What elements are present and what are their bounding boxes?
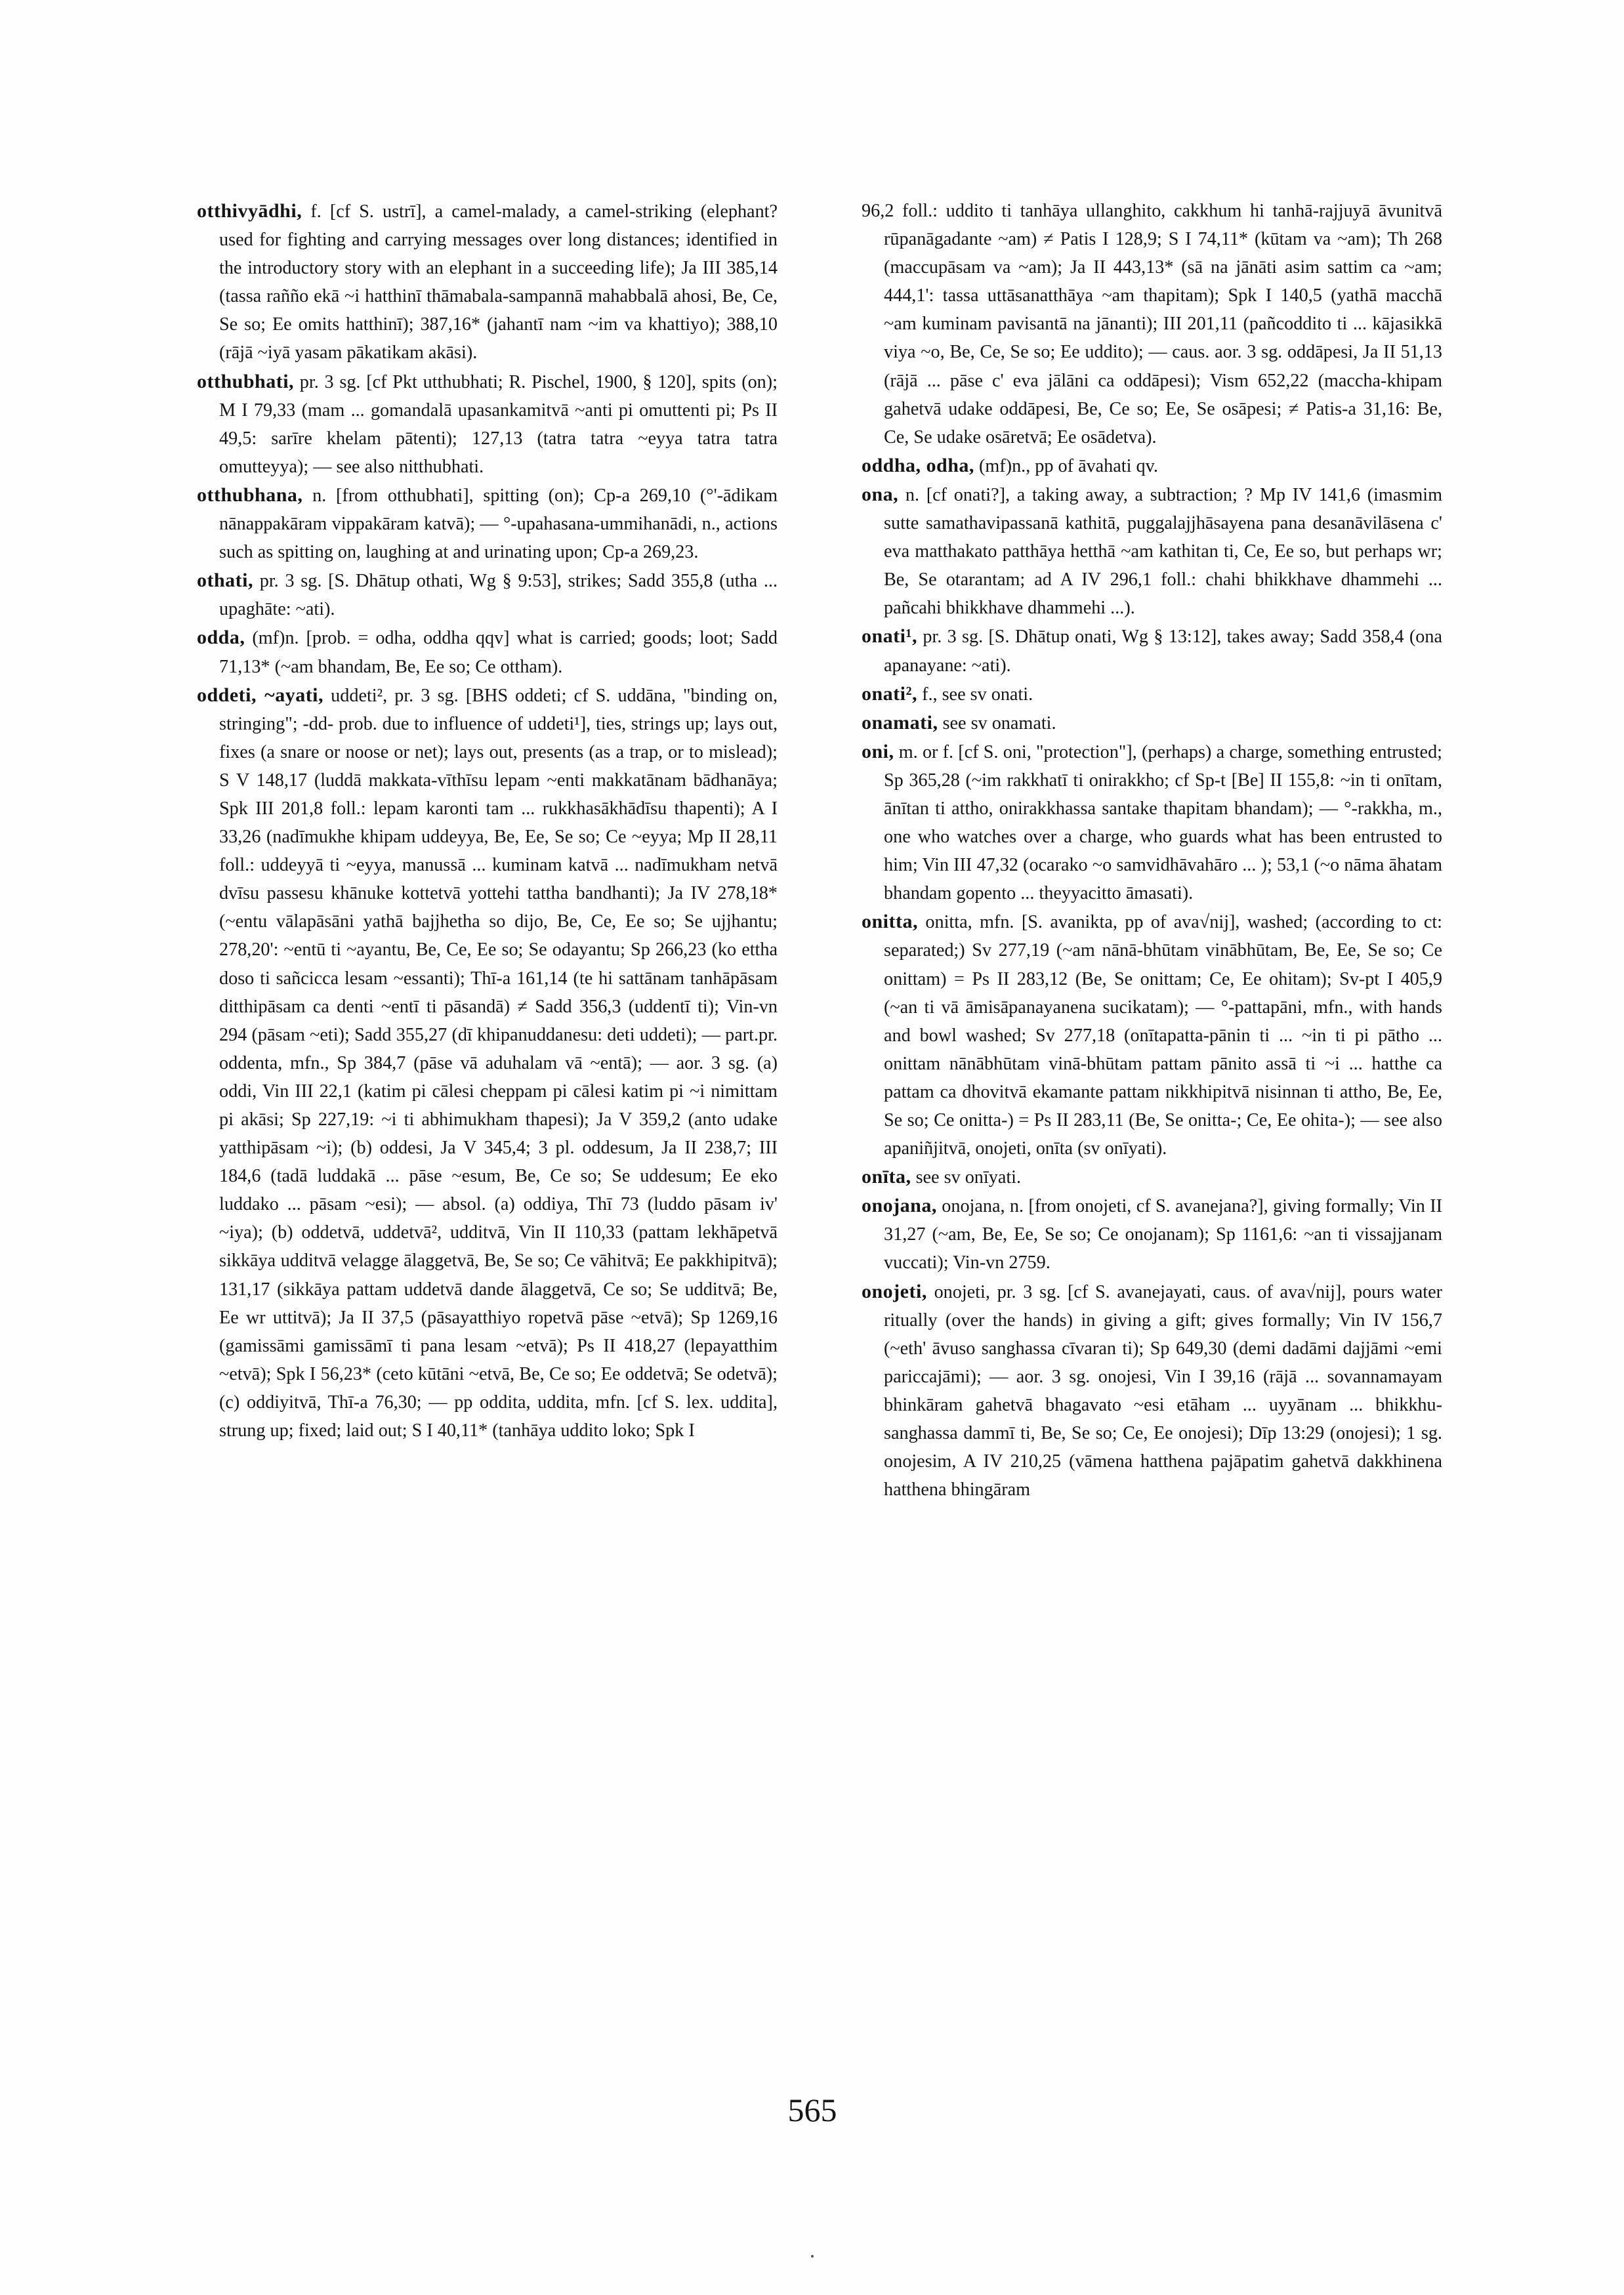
entry-headword: onati¹, xyxy=(862,625,918,648)
entry-headword: oddha, odha, xyxy=(862,454,974,476)
entry-body: f. [cf S. ustrī], a camel-malady, a camel-striking (elephant? used for fighting and carrying messages over long distances; identified in the introductory story with an elephant in a succeeding life); Ja III 385,14 (tassa rañño ekā ~i hatthinī thāmabala-sampannā mahabbalā ahosi, Be, Ce, Se so; Ee omits hatthinī); 387,16* (jahantī nam ~im va khattiyo); 388,10 (rājā ~iyā yasam pākatikam akāsi). xyxy=(219,201,778,363)
dictionary-entry xyxy=(197,566,778,623)
right-column xyxy=(862,197,1442,1504)
entry-body: uddeti², pr. 3 sg. [BHS oddeti; cf S. uddāna, "binding on, stringing"; -dd- prob. due to influence of uddeti¹], ties, strings up; lays out, fixes (a snare or noose or net); lays out, presents (as a trap, or to mislead); S V 148,17 (luddā makkata-vīthīsu lepam ~enti makkatānam bādhanāya; Spk III 201,8 foll.: lepam karonti tam ... rukkhasākhādīsu thapenti); A I 33,26 (nadīmukhe khipam uddeyya, Be, Ee, Se so; Ce ~eyya; Mp II 28,11 foll.: uddeyyā ti ~eyya, manussā ... kuminam katvā ... nadīmukham netvā dvīsu passesu khānuke kottetvā yottehi tattha bandhanti); Ja IV 278,18* (~entu vālapāsāni yathā bajjhetha so dijo, Be, Ce, Ee so; Se ujjhantu; 278,20': ~entū ti ~ayantu, Be, Ce, Ee so; Se odayantu; Sp 266,23 (ko ettha doso ti sañcicca lesam ~essanti); Thī-a 161,14 (te hi sattānam tanhāpāsam ditthipāsam ca denti ~entī ti pāsandā) ≠ Sadd 356,3 (uddentī ti); Vin-vn 294 (pāsam ~eti); Sadd 355,27 (dī khipanuddanesu: deti uddeti); — part.pr. oddenta, mfn., Sp 384,7 (pāse vā aduhalam vā ~entā); — aor. 3 sg. (a) oddi, Vin III 22,1 (katim pi cālesi cheppam pi cālesi katim pi ~i nimittam pi akāsi; Sp 227,19: ~i ti abhimukham thapesi); Ja V 359,2 (anto udake yatthipāsam ~i); (b) oddesi, Ja V 345,4; 3 pl. oddesum, Ja II 238,7; III 184,6 (tadā luddakā ... pāse ~esum, Be, Ce so; Se uddesum; Ee eko luddako ... pāsam ~esi); — absol. (a) oddiya, Thī 73 (luddo pāsam iv' ~iya); (b) oddetvā, uddetvā², udditvā, Vin II 110,33 (pattam lekhāpetvā sikkāya udditvā velagge ālaggetvā, Be, Se so; Ce vāhitvā; Ee pakkhipitvā); 131,17 (sikkāya pattam uddetvā dande ālaggetvā, Ce so; Se udditvā; Be, Ee wr uttitvā); Ja II 37,5 (pāsayatthiyo ropetvā pāse ~etvā); Sp 1269,16 (gamissāmi gamissāmī ti pana lesam ~etvā); Ps II 418,27 (lepayatthim ~etvā); Spk I 56,23* (ceto kūtāni ~etvā, Be, Ce so; Ee oddetvā; Se odetvā); (c) oddiyitvā, Thī-a 76,30; — pp oddita, uddita, mfn. [cf S. lex. uddita], strung up; fixed; laid out; S I 40,11* (tanhāya uddito loko; Spk I xyxy=(219,685,778,1441)
entry-headword: oni, xyxy=(862,740,894,762)
entry-body: pr. 3 sg. [cf Pkt utthubhati; R. Pischel, 1900, § 120], spits (on); M I 79,33 (mam ... gomandalā upasankamitvā ~anti pi omuttenti pi; Ps II 49,5: sarīre khelam pātenti); 127,13 (tatra tatra ~eyya tatra tatra omutteyya); — see also nitthubhati. xyxy=(219,371,778,477)
entry-body: pr. 3 sg. [S. Dhātup othati, Wg § 9:53], strikes; Sadd 355,8 (utha ... upaghāte: ~ati). xyxy=(219,571,778,620)
entry-headword: otthivyādhi, xyxy=(197,200,302,222)
print-speck xyxy=(811,2255,814,2258)
entry-body: onojana, n. [from onojeti, cf S. avanejana?], giving formally; Vin II 31,27 (~am, Be, Ee, Se so; Ce onojanam); Sp 1161,6: ~an ti vissajjanam vuccati); Vin-vn 2759. xyxy=(884,1196,1442,1273)
entry-body: see sv onīyati. xyxy=(915,1167,1022,1188)
page-number: 565 xyxy=(787,2092,837,2128)
dictionary-entry xyxy=(197,481,778,566)
dictionary-entry xyxy=(197,197,778,367)
entry-headword: otthubhana, xyxy=(197,484,303,506)
entry-headword: onamati, xyxy=(862,711,938,734)
entry-headword: ona, xyxy=(862,483,899,505)
entry-body: (mf)n. [prob. = odha, oddha qqv] what is carried; goods; loot; Sadd 71,13* (~am bhandam, Be, Ee so; Ce ottham). xyxy=(219,628,778,677)
dictionary-entry xyxy=(862,1191,1442,1277)
entry-headword: onati², xyxy=(862,682,918,705)
entry-body: onitta, mfn. [S. avanikta, pp of ava√nij], washed; (according to ct: separated;) Sv 277,19 (~am nānā-bhūtam vinābhūtam, Be, Ee, Se so; Ce onittam) = Ps II 283,12 (Be, Se onittam; Ce, Ee ohitam); Sv-pt I 405,9 (~an ti vā āmisāpanayanena sucikatam); — °-pattapāni, mfn., with hands and bowl washed; Sv 277,18 (onītapatta-pānin ti ... ~in ti pi pātho ... onittam nānābhūtam vinā-bhūtam pattam pānito assā ti ~i ... hatthe ca pattam ca dhovitvā ekamante pattam nikkhipitvā nisinnan ti attho, Be, Ee, Se so; Ce onitta-) = Ps II 283,11 (Be, Se onitta-; Ce, Ee ohita-); — see also apaniñjitvā, onojeti, onīta (sv onīyati). xyxy=(884,912,1443,1159)
entry-headword: onīta, xyxy=(862,1166,911,1188)
entry-body: m. or f. [cf S. oni, "protection"], (perhaps) a charge, something entrusted; Sp 365,28 (~im rakkhatī ti onirakkho; cf Sp-t [Be] II 155,8: ~in ti onītam, ānītan ti attho, onirakkhassa santake thapitam bhandam); — °-rakkha, m., one who watches over a charge, who guards what has been entrusted to him; Vin III 47,32 (ocarako ~o samvidhāvahāro ... ); 53,1 (~o nāma āhatam bhandam gopento ... theyyacitto āmasati). xyxy=(884,741,1442,904)
dictionary-entry xyxy=(862,451,1442,480)
dictionary-entry xyxy=(197,623,778,680)
entry-headword: odda, xyxy=(197,627,245,649)
dictionary-entry xyxy=(862,907,1442,1163)
entry-headword: othati, xyxy=(197,569,253,592)
dictionary-entry xyxy=(862,622,1442,679)
dictionary-entry xyxy=(862,197,1442,451)
entry-body: 96,2 foll.: uddito ti tanhāya ullanghito, cakkhum hi tanhā-rajjuyā āvunitvā rūpanāgadante ~am) ≠ Patis I 128,9; S I 74,11* (kūtam va ~am); Th 268 (maccupāsam va ~am); Ja II 443,13* (sā na jānāti asim sattim ca ~am; 444,1': tassa uttāsanatthāya ~am thapitam); Spk I 140,5 (yathā macchā ~am kuminam pavisantā na jānanti); III 201,11 (pañcoddito ti ... kājasikkā viya ~o, Be, Ce, Se so; Ee uddito); — caus. aor. 3 sg. oddāpesi, Ja II 51,13 (rājā ... pāse c' eva jālāni ca oddāpesi); Vism 652,22 (maccha-khipam gahetvā udake oddāpesi, Be, Ce so; Ee, Se osāpesi; ≠ Patis-a 31,16: Be, Ce, Se udake osāretvā; Ee osādetva). xyxy=(862,201,1442,447)
entry-body: n. [cf onati?], a taking away, a subtraction; ? Mp IV 141,6 (imasmim sutte samathavipassanā kathitā, puggalajjhāsayena pana desanāvilāsena c' eva matthakato patthāya hetthā ~am kathitan ti, Ce, Ee so, but perhaps wr; Be, Se otarantam; ad A IV 296,1 foll.: chahi bhikkhave dhammehi ... pañcahi bhikkhave dhammehi ...). xyxy=(884,484,1443,619)
entry-body: n. [from otthubhati], spitting (on); Cp-a 269,10 (°'-ādikam nānappakāram vippakāram katvā); — °-upahasana-ummihanādi, n., actions such as spitting on, laughing at and urinating upon; Cp-a 269,23. xyxy=(219,485,778,563)
entry-body: onojeti, pr. 3 sg. [cf S. avanejayati, caus. of ava√nij], pours water ritually (over the hands) in giving a gift; gives formally; Vin IV 156,7 (~eth' āvuso sanghassa cīvaran ti); Sp 649,30 (demi dadāmi dajjāmi ~emi pariccajāmi); — aor. 3 sg. onojesi, Vin I 39,16 (rājā ... sovannamayam bhinkāram gahetvā bhagavato ~esi etāham ... uyyānam ... bhikkhu-sanghassa dammī ti, Be, Se so; Ce, Ee onojesi); Dīp 13:29 (onojesi); 1 sg. onojesim, A IV 210,25 (vāmena hatthena pajāpatim gahetvā dakkhinena hatthena bhingāram xyxy=(884,1281,1443,1500)
entry-headword: otthubhati, xyxy=(197,370,295,392)
dictionary-entry xyxy=(197,367,778,481)
entry-body: f., see sv onati. xyxy=(922,684,1033,705)
left-column xyxy=(197,197,778,1445)
dictionary-entry xyxy=(862,1277,1442,1504)
dictionary-entry xyxy=(862,737,1442,908)
dictionary-entry xyxy=(862,709,1442,737)
entry-headword: onojana, xyxy=(862,1195,937,1217)
entry-body: see sv onamati. xyxy=(942,713,1056,734)
dictionary-entry xyxy=(862,480,1442,622)
entry-headword: onitta, xyxy=(862,911,918,933)
dictionary-entry xyxy=(862,680,1442,709)
entry-body: (mf)n., pp of āvahati qv. xyxy=(978,455,1158,476)
dictionary-entry xyxy=(197,681,778,1445)
entry-headword: oddeti, ~ayati, xyxy=(197,684,324,706)
entry-headword: onojeti, xyxy=(862,1280,927,1302)
entry-body: pr. 3 sg. [S. Dhātup onati, Wg § 13:12], takes away; Sadd 358,4 (ona apanayane: ~ati). xyxy=(884,627,1443,676)
dictionary-entry xyxy=(862,1163,1442,1191)
